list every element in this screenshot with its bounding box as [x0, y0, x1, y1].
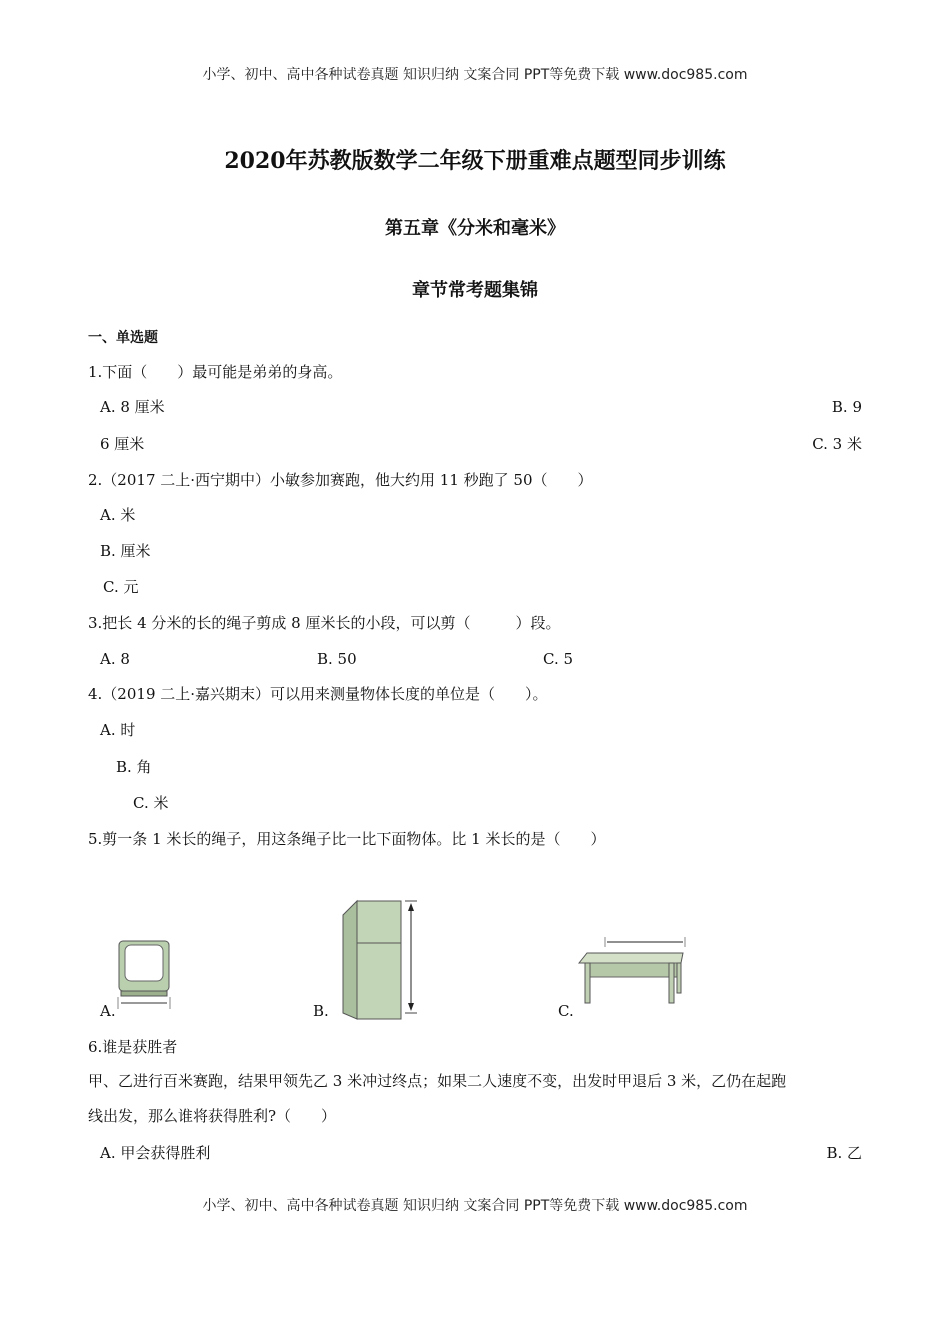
q6-option-a: A. 甲会获得胜利 — [100, 1144, 211, 1162]
q5-option-c: C. — [558, 1002, 574, 1020]
q5-option-b: B. — [313, 1002, 329, 1020]
page-header: 小学、初中、高中各种试卷真题 知识归纳 文案合同 PPT等免费下载 www.doc985.com — [202, 67, 748, 83]
question-1: 1.下面（ ）最可能是弟弟的身高。 — [88, 363, 343, 381]
q6-body-line-2: 线出发，那么谁将获得胜利?（ ） — [88, 1107, 337, 1125]
chapter-title: 第五章《分米和毫米》 — [385, 218, 565, 239]
q6-option-b: B. 乙 — [826, 1144, 862, 1162]
section-title: 章节常考题集锦 — [412, 280, 538, 301]
question-2: 2.（2017 二上·西宁期中）小敏参加赛跑，他大约用 11 秒跑了 50（ ） — [88, 471, 593, 489]
q3-option-c: C. 5 — [543, 650, 574, 668]
q4-option-a: A. 时 — [100, 721, 136, 739]
q5-option-a: A. — [100, 1002, 116, 1020]
document-title: 2020年苏教版数学二年级下册重难点题型同步训练 — [224, 148, 726, 174]
q2-option-a: A. 米 — [100, 506, 136, 524]
question-3: 3.把长 4 分米的长的绳子剪成 8 厘米长的小段，可以剪（ ）段。 — [88, 614, 561, 632]
q2-option-c: C. 元 — [103, 578, 139, 596]
question-4: 4.（2019 二上·嘉兴期末）可以用来测量物体长度的单位是（ ）。 — [88, 685, 548, 703]
refrigerator-image — [335, 895, 435, 1020]
question-6: 6.谁是获胜者 — [88, 1038, 178, 1056]
page-footer: 小学、初中、高中各种试卷真题 知识归纳 文案合同 PPT等免费下载 www.doc985.com — [202, 1198, 748, 1214]
q1-option-a: A. 8 厘米 — [100, 398, 165, 416]
tv-image — [115, 935, 195, 1010]
table-image — [575, 935, 695, 1010]
question-5: 5.剪一条 1 米长的绳子，用这条绳子比一比下面物体。比 1 米长的是（ ） — [88, 830, 606, 848]
q3-option-a: A. 8 — [100, 650, 130, 668]
part-heading: 一、单选题 — [88, 330, 158, 346]
q1-option-c: C. 3 米 — [812, 435, 862, 453]
q4-option-b: B. 角 — [116, 758, 152, 776]
q1-option-b-cont: 6 厘米 — [100, 435, 145, 453]
q2-option-b: B. 厘米 — [100, 542, 151, 560]
q4-option-c: C. 米 — [133, 794, 169, 812]
q3-option-b: B. 50 — [317, 650, 357, 668]
q6-body-line-1: 甲、乙进行百米赛跑，结果甲领先乙 3 米冲过终点；如果二人速度不变，出发时甲退后 3 米，乙仍在起跑 — [88, 1072, 787, 1090]
q1-option-b: B. 9 — [831, 398, 862, 416]
